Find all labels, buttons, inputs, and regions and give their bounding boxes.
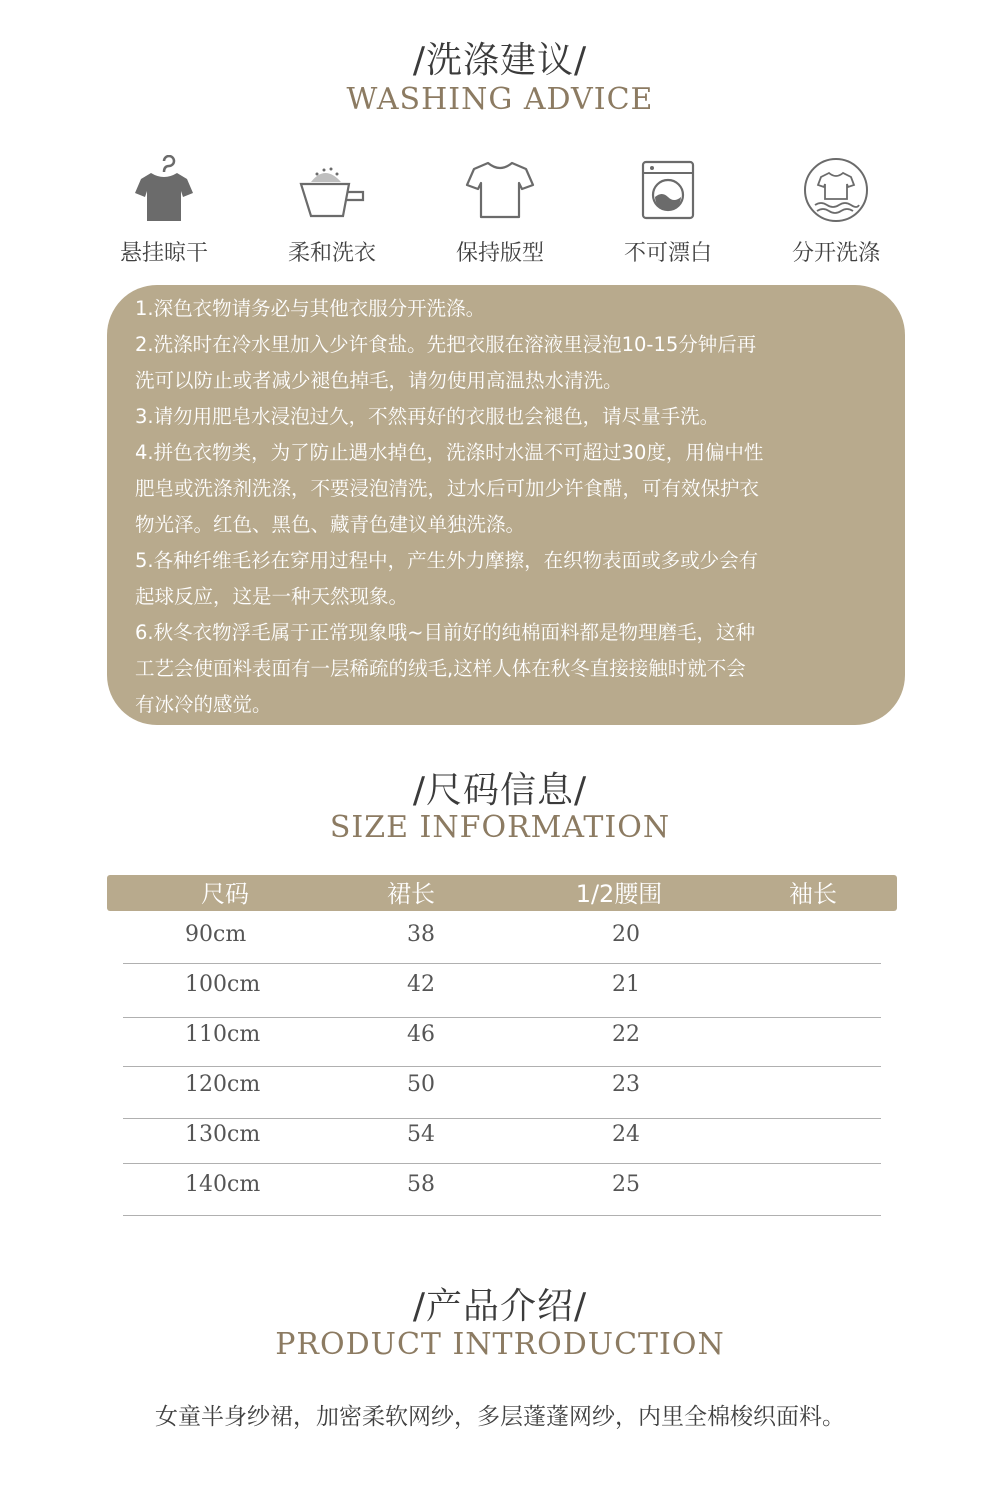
cell-skirt-length: 54 [407,1122,435,1147]
row-divider [123,1163,881,1164]
washing-advice-panel [107,285,905,725]
table-row [123,1122,881,1147]
row-divider [123,1118,881,1119]
header-skirt-length: 裙长 [387,880,435,908]
care-label-separate-wash: 分开洗涤 [791,241,880,266]
size-table-header [107,875,897,911]
cell-skirt-length: 38 [407,922,435,947]
advice-line: 工艺会使面料表面有一层稀疏的绒毛,这样人体在秋冬直接接触时就不会 [135,657,746,680]
table-row [123,1072,881,1097]
advice-line: 4.拼色衣物类，为了防止遇水掉色，洗涤时水温不可超过30度，用偏中性 [135,441,764,464]
row-divider [123,1017,881,1018]
row-divider [123,1215,881,1216]
care-item-keep-shape [416,150,584,265]
care-item-no-bleach [584,150,752,265]
advice-line: 6.秋冬衣物浮毛属于正常现象哦~目前好的纯棉面料都是物理磨毛，这种 [135,621,755,644]
hanging-shirt-icon [129,155,199,225]
table-row [123,1022,881,1047]
cell-skirt-length: 46 [407,1022,435,1047]
advice-line: 5.各种纤维毛衫在穿用过程中，产生外力摩擦，在织物表面或多或少会有 [135,549,759,572]
detergent-scoop-icon [297,160,367,220]
product-title-en: PRODUCT INTRODUCTION [275,1327,725,1362]
advice-line: 3.请勿用肥皂水浸泡过久，不然再好的衣服也会褪色，请尽量手洗。 [135,405,720,428]
cell-size: 90cm [185,922,247,947]
cell-half-waist: 23 [612,1072,640,1097]
cell-half-waist: 20 [612,922,640,947]
care-item-gentle-wash [248,150,416,265]
care-label-gentle-wash: 柔和洗衣 [287,241,376,266]
tshirt-outline-icon [464,159,536,221]
cell-half-waist: 25 [612,1172,640,1197]
care-item-hang-dry [80,150,248,265]
size-title-cn: /尺码信息/ [412,770,588,811]
row-divider [123,1066,881,1067]
washing-title-en: WASHING ADVICE [346,82,654,117]
cell-half-waist: 21 [612,972,640,997]
advice-line: 1.深色衣物请务必与其他衣服分开洗涤。 [135,297,486,320]
product-title-cn: /产品介绍/ [412,1286,588,1327]
cell-size: 140cm [185,1172,261,1197]
size-title-en: SIZE INFORMATION [329,810,671,845]
care-item-separate-wash [752,150,920,265]
table-row [123,922,881,947]
header-size: 尺码 [201,880,249,908]
advice-line: 物光泽。红色、黑色、藏青色建议单独洗涤。 [135,513,526,536]
advice-line: 有冰冷的感觉。 [135,693,272,716]
advice-line: 洗可以防止或者减少褪色掉毛，请勿使用高温热水清洗。 [135,369,623,392]
table-row [123,972,881,997]
cell-size: 100cm [185,972,261,997]
separate-wash-icon [801,155,871,225]
cell-skirt-length: 42 [407,972,435,997]
care-label-hang-dry: 悬挂晾干 [119,241,208,266]
product-description: 女童半身纱裙，加密柔软网纱，多层蓬蓬网纱，内里全棉梭织面料。 [155,1404,845,1430]
cell-size: 130cm [185,1122,261,1147]
care-label-keep-shape: 保持版型 [455,241,544,266]
cell-skirt-length: 58 [407,1172,435,1197]
care-label-no-bleach: 不可漂白 [623,241,712,266]
cell-half-waist: 24 [612,1122,640,1147]
washing-title-cn: /洗涤建议/ [412,40,588,81]
cell-skirt-length: 50 [407,1072,435,1097]
header-sleeve-length: 袖长 [789,880,837,908]
advice-line: 2.洗涤时在冷水里加入少许食盐。先把衣服在溶液里浸泡10-15分钟后再 [135,333,757,356]
advice-line: 肥皂或洗涤剂洗涤，不要浸泡清洗，过水后可加少许食醋，可有效保护衣 [135,477,760,500]
cell-size: 110cm [185,1022,261,1047]
table-row [123,1172,881,1197]
cell-size: 120cm [185,1072,261,1097]
header-half-waist: 1/2腰围 [575,880,663,908]
care-icons-row [80,150,920,265]
washing-machine-icon [640,159,696,221]
cell-half-waist: 22 [612,1022,640,1047]
row-divider [123,963,881,964]
advice-line: 起球反应，这是一种天然现象。 [135,585,409,608]
